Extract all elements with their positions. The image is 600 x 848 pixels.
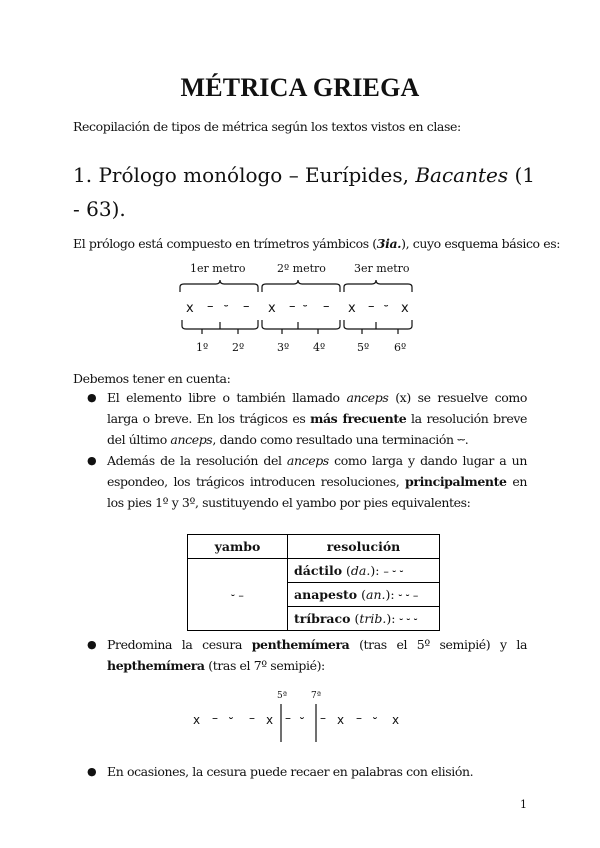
svg-text:6º: 6º [394,341,407,354]
table-row: tríbraco (trib.): ⏑ ⏑ ⏑ [188,607,440,631]
svg-text:5º: 5º [357,341,370,354]
svg-text:5ª: 5ª [277,691,288,701]
bullet-icon: ● [87,454,97,467]
list-item: ● En ocasiones, la cesura puede recaer en palabras con elisión. [107,761,527,782]
svg-text:x: x [392,713,400,727]
bullet-icon: ● [87,765,97,778]
scheme1-symbols [186,299,409,316]
svg-text:–: – [356,711,362,725]
scheme2-symbols [193,711,399,727]
table-header-yambo: yambo [188,535,288,559]
svg-text:–: – [207,299,214,314]
table-row: anapesto (an.): ⏑ ⏑ – [188,583,440,607]
svg-text:2º: 2º [232,341,245,354]
table-header-resolucion: resolución [288,535,440,559]
list-item: ● Además de la resolución del anceps como larga y dando lugar a un espondeo, los trágicos introducen resoluciones, principalmente en los pies 1º y 3º, sustituyendo el yambo por pies equivalentes: [107,450,527,513]
page-title: MÉTRICA GRIEGA [180,73,420,102]
svg-text:x: x [337,713,345,727]
metro-label-1: 1er metro [190,262,246,275]
heading-lines: (1 - 63). [73,163,535,221]
resolution-table [187,534,440,631]
svg-text:–: – [320,711,326,725]
svg-text:⏑: ⏑ [384,299,389,314]
svg-text:3º: 3º [277,341,290,354]
svg-text:⏑: ⏑ [229,711,233,725]
metro-label-2: 2º metro [277,262,326,275]
svg-text:x: x [348,301,356,316]
svg-text:⏑: ⏑ [300,711,304,725]
svg-text:–: – [212,711,218,725]
caesura-labels [277,691,322,701]
svg-text:⏑: ⏑ [373,711,377,725]
intro-paragraph: Recopilación de tipos de métrica según los textos vistos en clase: [73,119,461,134]
svg-text:–: – [285,711,291,725]
svg-text:x: x [186,301,194,316]
p1-abbr: 3ia. [376,236,402,251]
svg-text:–: – [368,299,375,314]
heading-work: Bacantes [415,163,509,187]
note-heading: Debemos tener en cuenta: [73,371,231,386]
pie-brackets [182,320,412,334]
svg-text:–: – [249,711,255,725]
svg-text:x: x [401,301,409,316]
svg-text:⏑: ⏑ [303,299,308,314]
bullet-icon: ● [87,391,97,404]
page-number: 1 [520,798,527,811]
svg-text:x: x [268,301,276,316]
p1-text-end: ), cuyo esquema básico es: [401,236,561,251]
svg-text:–: – [323,299,330,314]
svg-text:–: – [243,299,250,314]
svg-text:x: x [193,713,201,727]
metro-braces [180,280,412,292]
yambo-cell: ⏑ – [188,559,288,631]
svg-text:7ª: 7ª [311,691,322,701]
heading-text: 1. Prólogo monólogo – Eurípides, [73,163,416,187]
table-row: ⏑ – dáctilo (da.): – ⏑ ⏑ [188,559,440,583]
list-item: ● El elemento libre o también llamado anceps (x) se resuelve como larga o breve. En los trágicos es más frecuente la resolución breve del último anceps, dando como resultado una terminación ⏑⏑. [107,387,527,450]
pie-labels [196,341,406,354]
bullet-icon: ● [87,638,97,651]
list-item: ● Predomina la cesura penthemímera (tras el 5º semipié) y la hepthemímera (tras el 7º semipié): [107,634,527,676]
svg-text:4º: 4º [313,341,326,354]
metro-label-3: 3er metro [354,262,410,275]
svg-text:1º: 1º [196,341,209,354]
p1-text: El prólogo está compuesto en trímetros yámbicos ( [73,236,377,251]
svg-text:⏑: ⏑ [224,299,229,314]
svg-text:–: – [289,299,296,314]
svg-text:x: x [266,713,274,727]
